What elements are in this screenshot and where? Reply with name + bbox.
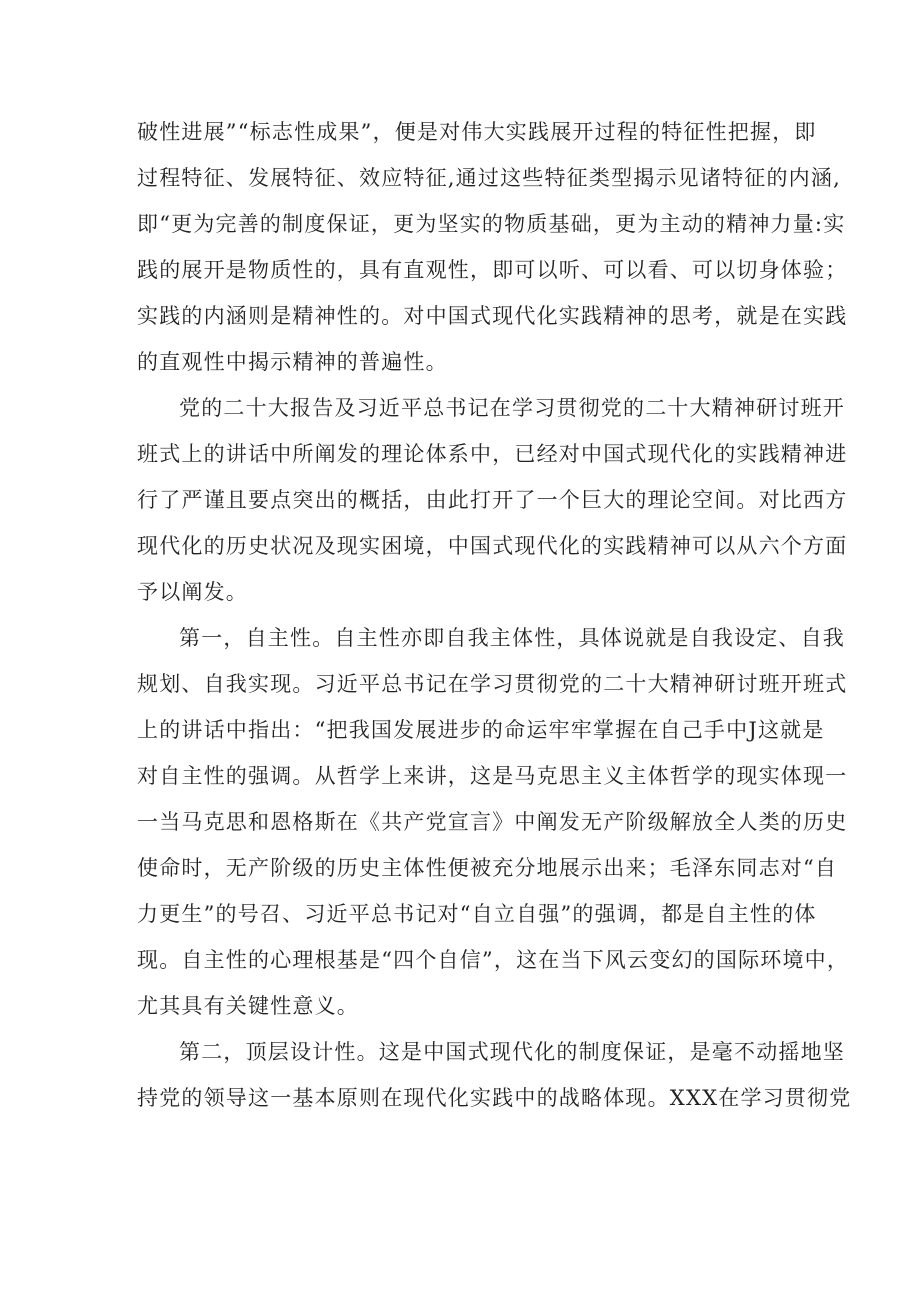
text-line: 予以阐发。: [137, 580, 248, 604]
text-line: 行了严谨且要点突出的概括，由此打开了一个巨大的理论空间。对比西方: [137, 488, 848, 512]
text-line: 现。自主性的心理根基是“四个自信”，这在当下风云变幻的国际环境中，: [137, 948, 850, 972]
text-line: 破性进展”“标志性成果”，便是对伟大实践展开过程的特征性把握，即: [137, 120, 817, 144]
paragraph-first-line: 第二，顶层设计性。这是中国式现代化的制度保证，是毫不动摇地坚: [179, 1040, 845, 1064]
text-line: 践的展开是物质性的，具有直观性，即可以听、可以看、可以切身体验；: [137, 258, 848, 282]
text-line: 现代化的历史状况及现实困境，中国式现代化的实践精神可以从六个方面: [137, 534, 848, 558]
text-line: 的直观性中揭示精神的普遍性。: [137, 350, 448, 374]
text-line: 上的讲话中指出：“把我国发展进步的命运牢牢掌握在自己手中J这就是: [137, 718, 825, 742]
text-line: 持党的领导这一基本原则在现代化实践中的战略体现。XXX在学习贯彻党: [137, 1086, 852, 1110]
paragraph-first-line: 党的二十大报告及习近平总书记在学习贯彻党的二十大精神研讨班开: [179, 396, 845, 420]
text-line: 对自主性的强调。从哲学上来讲，这是马克思主义主体哲学的现实体现一: [137, 764, 848, 788]
text-line: 班式上的讲话中所阐发的理论体系中，已经对中国式现代化的实践精神进: [137, 442, 848, 466]
text-line: 规划、自我实现。习近平总书记在学习贯彻党的二十大精神研讨班开班式: [137, 672, 848, 696]
text-line: 使命时，无产阶级的历史主体性便被充分地展示出来；毛泽东同志对“自: [137, 856, 838, 880]
text-line: 一当马克思和恩格斯在《共产党宣言》中阐发无产阶级解放全人类的历史: [137, 810, 848, 834]
text-line: 实践的内涵则是精神性的。对中国式现代化实践精神的思考，就是在实践: [137, 304, 848, 328]
paragraph-first-line: 第一，自主性。自主性亦即自我主体性，具体说就是自我设定、自我: [179, 626, 845, 650]
text-line: 过程特征、发展特征、效应特征,通过这些特征类型揭示见诸特征的内涵,: [137, 166, 841, 190]
text-line: 即“更为完善的制度保证，更为坚实的物质基础，更为主动的精神力量:实: [137, 212, 846, 236]
text-line: 力更生”的号召、习近平总书记对“自立自强”的强调，都是自主性的体: [137, 902, 817, 926]
text-line: 尤其具有关键性意义。: [137, 994, 359, 1018]
